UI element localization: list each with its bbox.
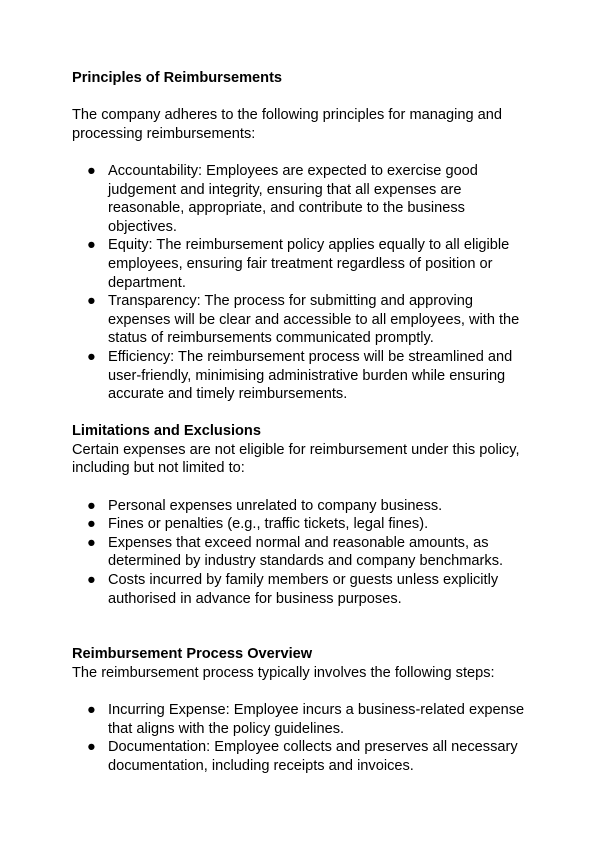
list-item-text: Fines or penalties (e.g., traffic tickets, legal fines). (108, 516, 429, 533)
section-heading-process: Reimbursement Process Overview (72, 646, 313, 663)
section-intro-limitations: Certain expenses are not eligible for reimbursement under this policy, including but not limited to: (72, 441, 520, 477)
list-item-text: Equity: The reimbursement policy applies equally to all eligible employees, ensuring fair treatment regardless of position or department. (108, 237, 510, 291)
blank-line (72, 404, 532, 423)
bullet-icon: ● (87, 348, 96, 365)
list-item-text: Incurring Expense: Employee incurs a business-related expense that aligns with the policy guidelines. (108, 702, 525, 737)
list-item-text: Personal expenses unrelated to company business. (108, 497, 443, 514)
bullet-list-principles (72, 162, 532, 404)
bullet-icon: ● (87, 237, 96, 254)
bullet-icon: ● (87, 739, 96, 756)
section-heading-limitations: Limitations and Exclusions (72, 423, 261, 440)
document-page (72, 69, 532, 775)
bullet-icon: ● (87, 516, 96, 533)
bullet-icon: ● (87, 572, 96, 589)
section-heading-principles: Principles of Reimbursements (72, 70, 283, 86)
bullet-list-process (72, 701, 532, 775)
blank-line (72, 478, 532, 497)
list-item (72, 515, 532, 534)
list-item (72, 292, 532, 348)
list-item-text: Efficiency: The reimbursement process will be streamlined and user-friendly, minimising administrative burden while ensuring accurate and timely reimbursements. (108, 348, 513, 403)
bullet-list-limitations (72, 497, 532, 609)
bullet-icon: ● (87, 497, 96, 514)
list-item (72, 701, 532, 738)
list-item (72, 497, 532, 516)
list-item (72, 236, 532, 292)
section-intro-process: The reimbursement process typically involves the following steps: (72, 664, 495, 681)
list-item (72, 571, 532, 608)
list-item (72, 738, 532, 775)
list-item (72, 534, 532, 571)
bullet-icon: ● (87, 534, 96, 551)
list-item (72, 162, 532, 236)
bullet-icon: ● (87, 702, 96, 718)
bullet-icon: ● (87, 162, 96, 179)
blank-line (72, 143, 532, 162)
list-item-text: Expenses that exceed normal and reasonable amounts, as determined by industry standards and company benchmarks. (108, 534, 504, 570)
bullet-icon: ● (87, 293, 96, 310)
blank-line (72, 608, 532, 645)
list-item-text: Accountability: Employees are expected to exercise good judgement and integrity, ensuring that all expenses are reasonable, appropriate, and contribute to the business objectives. (108, 162, 478, 235)
list-item (72, 348, 532, 404)
list-item-text: Costs incurred by family members or guests unless explicitly authorised in advance for business purposes. (108, 572, 499, 607)
list-item-text: Transparency: The process for submitting and approving expenses will be clear and accessible to all employees, with the status of reimbursements communicated promptly. (108, 293, 520, 347)
blank-line (72, 682, 532, 701)
list-item-text: Documentation: Employee collects and preserves all necessary documentation, including receipts and invoices. (108, 739, 518, 774)
section-intro-principles: The company adheres to the following principles for managing and processing reimbursements: (72, 107, 502, 142)
blank-line (72, 88, 532, 107)
